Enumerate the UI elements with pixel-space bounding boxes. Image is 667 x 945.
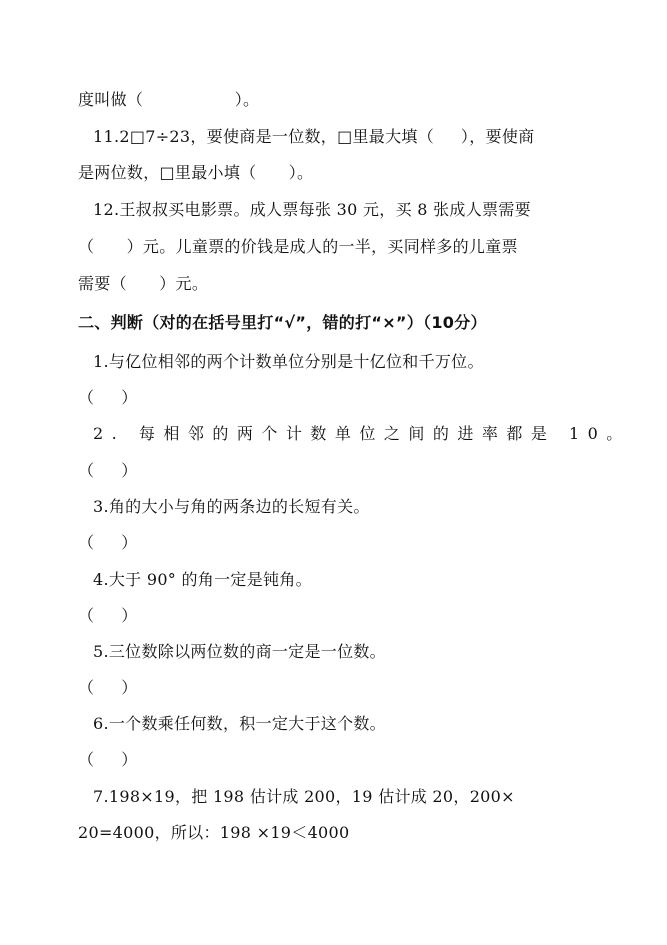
- question-12-line-2: （ ）元。儿童票的价钱是成人的一半，买同样多的儿童票: [78, 237, 518, 256]
- judge-item-4-answer-blank: （ ）: [78, 606, 138, 625]
- judge-item-1-answer-blank: （ ）: [78, 388, 138, 407]
- section-2-heading: 二、判断（对的在括号里打“√”，错的打“×”）（10分）: [78, 313, 487, 332]
- judge-item-4: 4.大于 90° 的角一定是钝角。: [93, 570, 312, 589]
- judge-item-5-answer-blank: （ ）: [78, 678, 138, 697]
- question-11-line-1: 11.2□7÷23，要使商是一位数，□里最大填（ ），要使商: [93, 127, 535, 146]
- question-10-line-end: 度叫做（ ）。: [78, 90, 260, 109]
- judge-item-5: 5.三位数除以两位数的商一定是一位数。: [93, 642, 386, 661]
- question-12-line-3: 需要（ ）元。: [78, 274, 209, 293]
- judge-item-3-answer-blank: （ ）: [78, 533, 138, 552]
- judge-item-1: 1.与亿位相邻的两个计数单位分别是十亿位和千万位。: [93, 352, 484, 371]
- question-12-line-1: 12.王叔叔买电影票。成人票每张 30 元，买 8 张成人票需要: [93, 200, 531, 219]
- judge-item-7-line-2: 20=4000，所以：198 ×19＜4000: [78, 823, 350, 842]
- judge-item-7-line-1: 7.198×19，把 198 估计成 200，19 估计成 20，200×: [93, 787, 515, 806]
- judge-item-2-answer-blank: （ ）: [78, 461, 138, 480]
- judge-item-2: 2. 每相邻的两个计数单位之间的进率都是 10。: [93, 424, 631, 443]
- judge-item-3: 3.角的大小与角的两条边的长短有关。: [93, 497, 370, 516]
- judge-item-6-answer-blank: （ ）: [78, 750, 138, 769]
- question-11-line-2: 是两位数，□里最小填（ ）。: [78, 163, 314, 182]
- judge-item-6: 6.一个数乘任何数，积一定大于这个数。: [93, 714, 386, 733]
